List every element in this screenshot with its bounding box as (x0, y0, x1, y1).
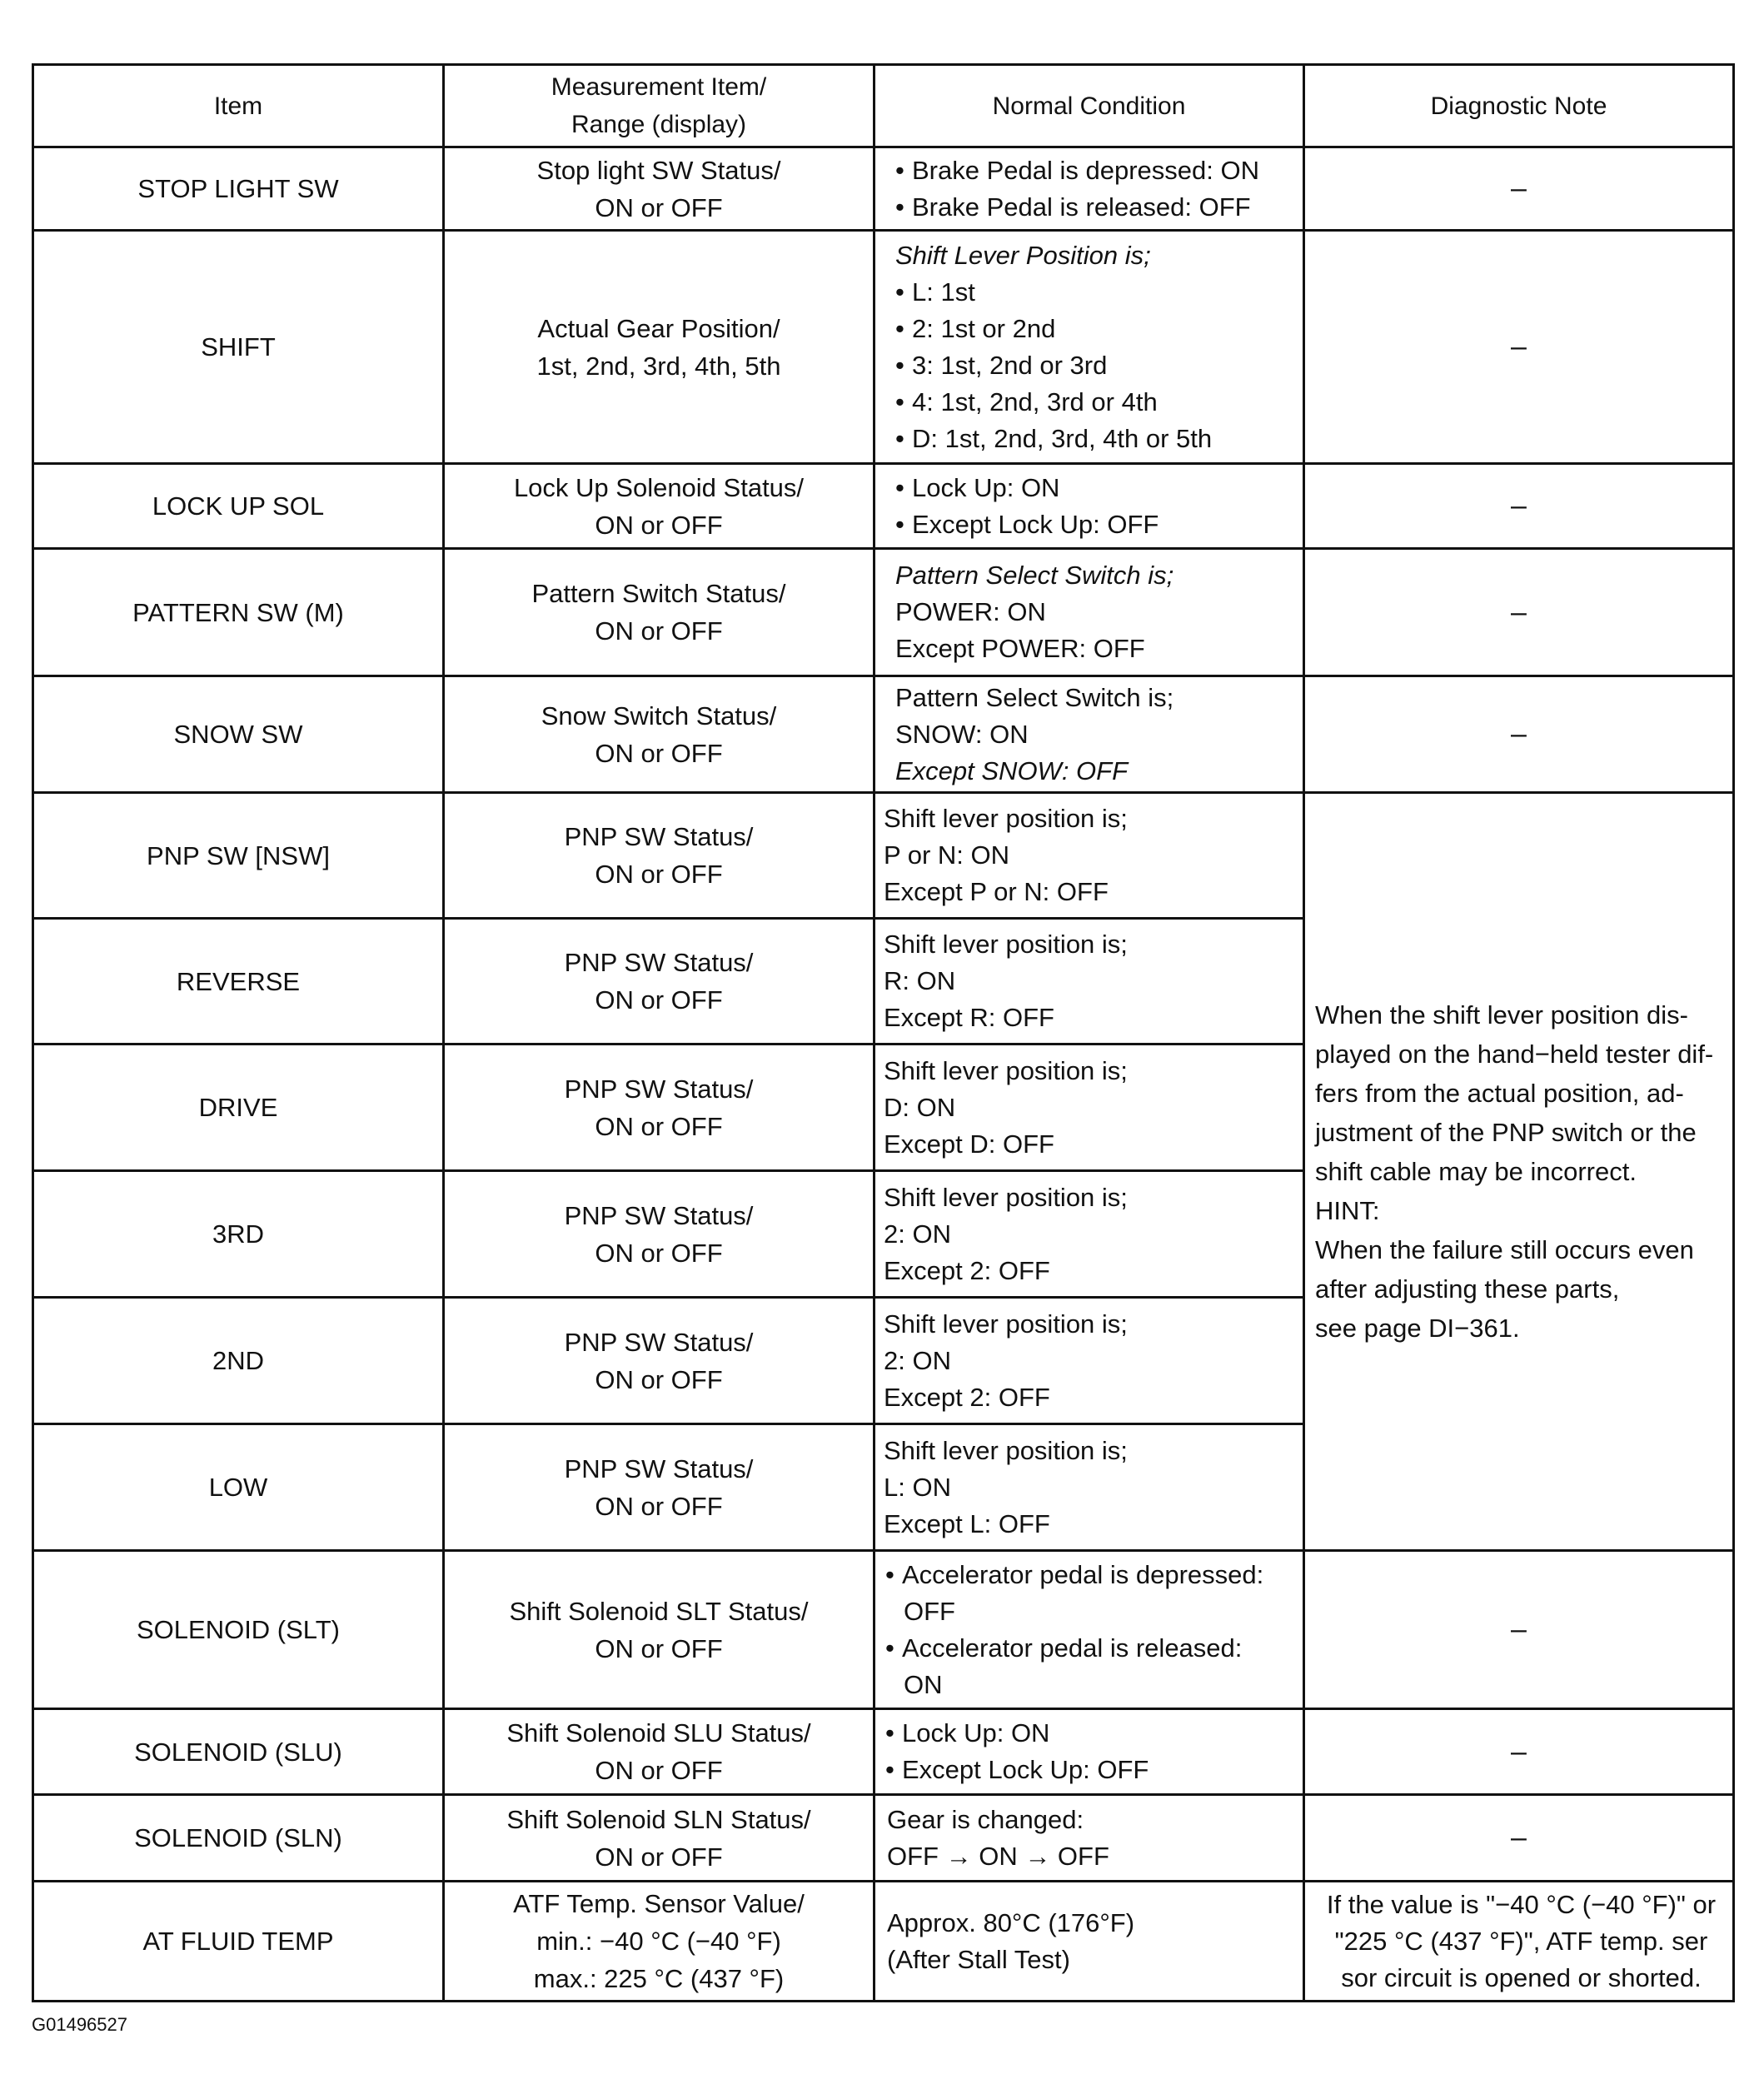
measurement-line: ON or OFF (595, 192, 723, 222)
diagnostic-data-table (32, 63, 1735, 2002)
condition-line: Except POWER: OFF (895, 634, 1145, 663)
table-row (33, 549, 1734, 676)
condition-line: Shift lever position is; (884, 1435, 1128, 1465)
measurement-line: ON or OFF (595, 738, 723, 768)
note-line: fers from the actual position, ad- (1315, 1079, 1684, 1108)
pnp-diagnostic-note-cell (1304, 793, 1734, 1551)
note-line: If the value is "−40 °C (−40 °F)" or (1326, 1889, 1717, 1919)
note-line: sor circuit is opened or shorted. (1341, 1962, 1702, 1992)
condition-cell (875, 1298, 1304, 1424)
measurement-line: ON or OFF (595, 1842, 723, 1872)
measurement-line: 1st, 2nd, 3rd, 4th, 5th (536, 351, 781, 381)
measurement-line: PNP SW Status/ (564, 822, 754, 851)
measurement-line: max.: 225 °C (437 °F) (533, 1964, 785, 1993)
condition-line: Shift lever position is; (884, 804, 1128, 833)
header-diagnostic-note-label: Diagnostic Note (1430, 92, 1607, 120)
condition-line: Pattern Select Switch is; (895, 682, 1174, 712)
condition-line: OFF (904, 1596, 955, 1626)
item-cell: REVERSE (33, 919, 444, 1045)
measurement-line: ON or OFF (595, 1491, 723, 1521)
measurement-cell (444, 1882, 875, 2002)
condition-line: Except D: OFF (884, 1129, 1054, 1159)
measurement-line: PNP SW Status/ (564, 1327, 754, 1357)
note-cell: – (1304, 1551, 1734, 1709)
note-cell: – (1304, 549, 1734, 676)
table-row (33, 1551, 1734, 1709)
condition-line: • L: 1st (895, 274, 1303, 311)
measurement-line: Shift Solenoid SLN Status/ (506, 1804, 811, 1834)
item-cell: SNOW SW (33, 676, 444, 793)
header-item (33, 65, 444, 147)
condition-line: • Lock Up: ON (885, 1715, 1303, 1752)
table-row (33, 793, 1734, 919)
header-normal-condition (875, 65, 1304, 147)
item-cell: DRIVE (33, 1045, 444, 1171)
note-line: played on the hand−held tester dif- (1315, 1040, 1714, 1069)
item-cell: SOLENOID (SLU) (33, 1709, 444, 1795)
item-cell: STOP LIGHT SW (33, 147, 444, 231)
note-line: after adjusting these parts, (1315, 1274, 1620, 1304)
condition-line: D: ON (884, 1092, 956, 1122)
table-row (33, 1795, 1734, 1882)
condition-cell (875, 1551, 1304, 1709)
condition-line: • D: 1st, 2nd, 3rd, 4th or 5th (895, 421, 1303, 457)
table-row (33, 464, 1734, 549)
measurement-cell (444, 676, 875, 793)
header-measurement (444, 65, 875, 147)
condition-line: 2: ON (884, 1345, 951, 1375)
header-item-label: Item (213, 92, 263, 120)
note-cell: – (1304, 676, 1734, 793)
measurement-cell (444, 1551, 875, 1709)
measurement-line: PNP SW Status/ (564, 1200, 754, 1230)
condition-line: • Lock Up: ON (895, 470, 1303, 506)
condition-line: Except R: OFF (884, 1003, 1054, 1032)
header-normal-condition-label: Normal Condition (992, 92, 1186, 120)
measurement-line: ON or OFF (595, 860, 723, 889)
measurement-cell (444, 1795, 875, 1882)
measurement-cell (444, 1045, 875, 1171)
condition-cell (875, 919, 1304, 1045)
condition-cell (875, 1882, 1304, 2002)
note-line: justment of the PNP switch or the (1315, 1118, 1697, 1147)
measurement-cell (444, 231, 875, 464)
condition-line: • 2: 1st or 2nd (895, 311, 1303, 347)
item-cell: LOCK UP SOL (33, 464, 444, 549)
condition-line: • Except Lock Up: OFF (885, 1752, 1303, 1788)
note-cell (1304, 1882, 1734, 2002)
condition-line: • Accelerator pedal is depressed: (885, 1557, 1303, 1593)
measurement-line: ON or OFF (595, 1111, 723, 1141)
measurement-line: Actual Gear Position/ (537, 313, 780, 343)
item-cell: SOLENOID (SLT) (33, 1551, 444, 1709)
item-cell: PATTERN SW (M) (33, 549, 444, 676)
measurement-line: Stop light SW Status/ (536, 155, 781, 185)
condition-line: Gear is changed: (887, 1804, 1084, 1834)
note-line: When the failure still occurs even (1315, 1235, 1694, 1264)
measurement-cell (444, 1709, 875, 1795)
measurement-line: ON or OFF (595, 510, 723, 540)
condition-line: Except 2: OFF (884, 1382, 1050, 1412)
item-cell: PNP SW [NSW] (33, 793, 444, 919)
condition-cell (875, 1171, 1304, 1298)
measurement-line: PNP SW Status/ (564, 948, 754, 977)
condition-cell (875, 1424, 1304, 1551)
note-cell: – (1304, 1795, 1734, 1882)
note-line: "225 °C (437 °F)", ATF temp. ser (1334, 1926, 1708, 1956)
condition-cell (875, 147, 1304, 231)
measurement-line: Lock Up Solenoid Status/ (513, 472, 805, 502)
condition-line: • Brake Pedal is released: OFF (895, 189, 1303, 226)
condition-line: POWER: ON (895, 597, 1046, 626)
measurement-line: Shift Solenoid SLU Status/ (506, 1718, 811, 1748)
condition-line: Approx. 80°C (176°F) (887, 1907, 1135, 1937)
condition-line: (After Stall Test) (887, 1944, 1070, 1974)
note-cell: – (1304, 1709, 1734, 1795)
header-measurement-line: Measurement Item/ (551, 73, 767, 101)
header-diagnostic-note (1304, 65, 1734, 147)
note-cell: – (1304, 147, 1734, 231)
condition-line: L: ON (884, 1472, 951, 1502)
condition-line: Shift lever position is; (884, 1055, 1128, 1085)
measurement-cell (444, 1298, 875, 1424)
measurement-line: min.: −40 °C (−40 °F) (536, 1927, 781, 1956)
condition-line: ON (904, 1669, 943, 1699)
measurement-cell (444, 1424, 875, 1551)
measurement-line: Shift Solenoid SLT Status/ (509, 1596, 809, 1626)
condition-cell (875, 231, 1304, 464)
measurement-line: ATF Temp. Sensor Value/ (513, 1889, 805, 1918)
measurement-cell (444, 793, 875, 919)
measurement-line: ON or OFF (595, 1364, 723, 1394)
measurement-line: ON or OFF (595, 985, 723, 1015)
note-hint-label: HINT: (1315, 1196, 1380, 1225)
header-row (33, 65, 1734, 147)
item-cell: SOLENOID (SLN) (33, 1795, 444, 1882)
measurement-line: ON or OFF (595, 1633, 723, 1663)
condition-line: OFF → ON → OFF (887, 1841, 1109, 1871)
condition-line: 2: ON (884, 1219, 951, 1249)
condition-line: Except L: OFF (884, 1508, 1050, 1538)
table-row (33, 231, 1734, 464)
condition-line: • Except Lock Up: OFF (895, 506, 1303, 543)
condition-line: Shift lever position is; (884, 1182, 1128, 1212)
measurement-line: Snow Switch Status/ (541, 700, 777, 730)
header-measurement-line: Range (display) (571, 111, 747, 138)
condition-line: SNOW: ON (895, 719, 1029, 749)
item-cell: LOW (33, 1424, 444, 1551)
condition-line: Except 2: OFF (884, 1255, 1050, 1285)
condition-line: • Accelerator pedal is released: (885, 1630, 1303, 1667)
measurement-line: ON or OFF (595, 1238, 723, 1268)
item-cell: 2ND (33, 1298, 444, 1424)
condition-line: Pattern Select Switch is; (895, 561, 1174, 590)
measurement-cell (444, 147, 875, 231)
condition-line: P or N: ON (884, 840, 1010, 870)
condition-line: • Brake Pedal is depressed: ON (895, 152, 1303, 189)
condition-cell (875, 464, 1304, 549)
condition-cell (875, 1045, 1304, 1171)
condition-cell (875, 676, 1304, 793)
condition-line: Except SNOW: OFF (895, 755, 1129, 785)
measurement-line: ON or OFF (595, 1756, 723, 1785)
figure-id: G01496527 (32, 2014, 127, 2035)
item-cell: AT FLUID TEMP (33, 1882, 444, 2002)
condition-line: Shift lever position is; (884, 930, 1128, 959)
measurement-line: PNP SW Status/ (564, 1453, 754, 1483)
note-line: shift cable may be incorrect. (1315, 1157, 1637, 1186)
table-row (33, 1709, 1734, 1795)
condition-line: R: ON (884, 966, 956, 995)
note-page-reference: see page DI−361. (1315, 1314, 1520, 1343)
condition-cell (875, 549, 1304, 676)
condition-line: Shift lever position is; (884, 1309, 1128, 1339)
condition-cell (875, 1709, 1304, 1795)
measurement-cell (444, 1171, 875, 1298)
measurement-cell (444, 919, 875, 1045)
measurement-line: ON or OFF (595, 616, 723, 646)
measurement-cell (444, 464, 875, 549)
condition-line: Shift Lever Position is; (895, 240, 1151, 270)
item-cell: 3RD (33, 1171, 444, 1298)
measurement-line: PNP SW Status/ (564, 1074, 754, 1104)
measurement-line: Pattern Switch Status/ (531, 579, 786, 608)
table-row (33, 1882, 1734, 2002)
condition-line: Except P or N: OFF (884, 877, 1109, 906)
condition-line: • 3: 1st, 2nd or 3rd (895, 347, 1303, 384)
table-row (33, 676, 1734, 793)
note-cell: – (1304, 464, 1734, 549)
measurement-cell (444, 549, 875, 676)
item-cell: SHIFT (33, 231, 444, 464)
condition-line: • 4: 1st, 2nd, 3rd or 4th (895, 384, 1303, 421)
condition-cell (875, 1795, 1304, 1882)
note-line: When the shift lever position dis- (1315, 1000, 1688, 1030)
table-row (33, 147, 1734, 231)
note-cell: – (1304, 231, 1734, 464)
condition-cell (875, 793, 1304, 919)
